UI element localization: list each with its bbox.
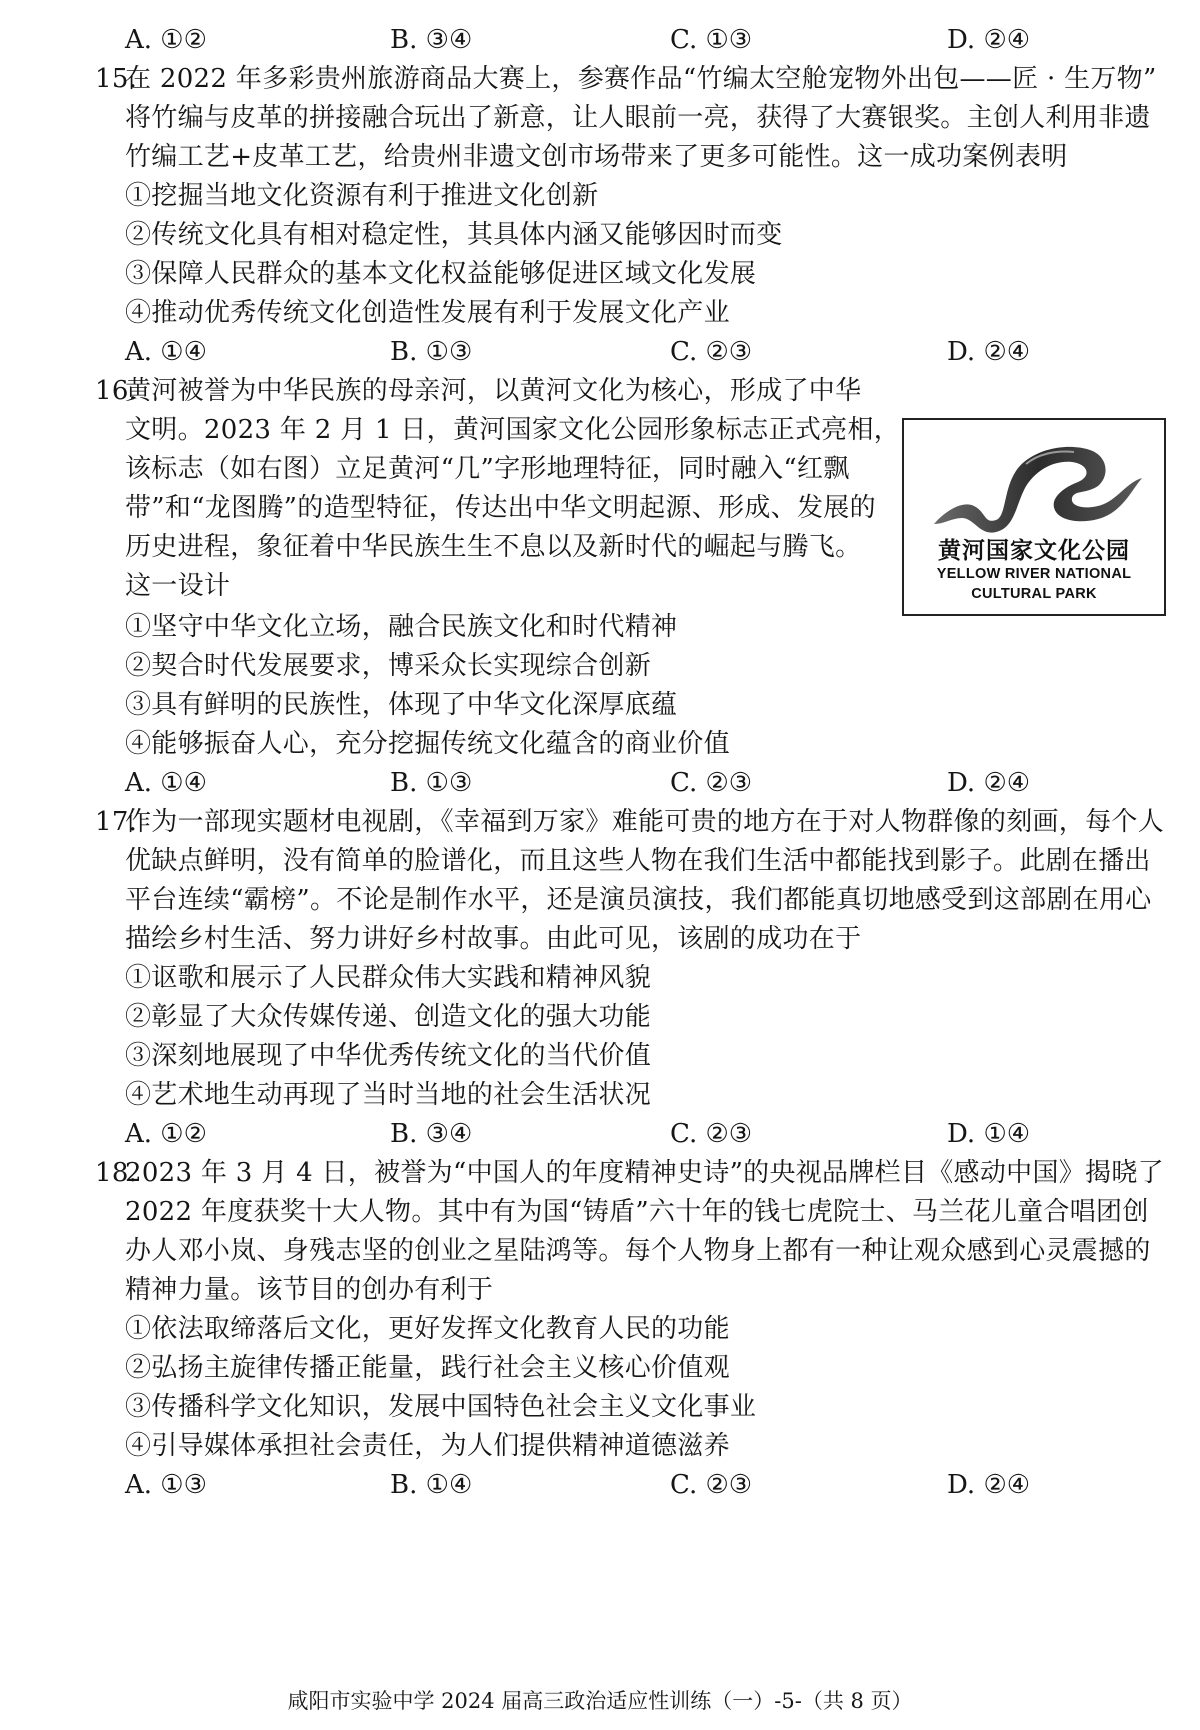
- option-c: C. ①③: [670, 25, 753, 55]
- statement-2: ②彰显了大众传媒传递、创造文化的强大功能: [125, 1002, 652, 1032]
- question-stem-line: 这一设计: [125, 571, 231, 601]
- question-number: 15.: [95, 64, 138, 94]
- statement-2: ②传统文化具有相对稳定性，其具体内涵又能够因时而变: [125, 220, 783, 250]
- question-number: 16.: [95, 376, 138, 406]
- answer-options: [125, 1467, 1125, 1503]
- statement-3: ③具有鲜明的民族性，体现了中华文化深厚底蕴: [125, 690, 678, 720]
- statement-4: ④引导媒体承担社会责任，为人们提供精神道德滋养: [125, 1431, 730, 1461]
- option-b: B. ①③: [390, 337, 473, 367]
- option-d: D. ②④: [947, 1470, 1031, 1500]
- logo-english-line-1: YELLOW RIVER NATIONAL: [936, 566, 1132, 582]
- question-stem-line: 带”和“龙图腾”的造型特征，传达出中华文明起源、形成、发展的: [125, 493, 876, 523]
- page-footer: 咸阳市实验中学 2024 届高三政治适应性训练（一）-5-（共 8 页）: [287, 1689, 913, 1713]
- option-c: C. ②③: [670, 768, 753, 798]
- statement-4: ④推动优秀传统文化创造性发展有利于发展文化产业: [125, 298, 730, 328]
- statement-1: ①挖掘当地文化资源有利于推进文化创新: [125, 181, 599, 211]
- question-number: 17.: [95, 807, 138, 837]
- statement-1: ①讴歌和展示了人民群众伟大实践和精神风貌: [125, 963, 652, 993]
- option-c: C. ②③: [670, 1470, 753, 1500]
- question-stem-line: 历史进程，象征着中华民族生生不息以及新时代的崛起与腾飞。: [125, 532, 862, 562]
- question-stem-line: 16.黄河被誉为中华民族的母亲河，以黄河文化为核心，形成了中华: [95, 373, 861, 409]
- prev-question-options: [125, 22, 1125, 58]
- question-stem-line: 优缺点鲜明，没有简单的脸谱化，而且这些人物在我们生活中都能找到影子。此剧在播出: [125, 846, 1151, 876]
- statement-4: ④艺术地生动再现了当时当地的社会生活状况: [125, 1080, 652, 1110]
- logo-chinese-title: 黄河国家文化公园: [938, 538, 1130, 564]
- question-stem-line: 17.作为一部现实题材电视剧，《幸福到万家》难能可贵的地方在于对人物群像的刻画，每个人: [95, 804, 1164, 840]
- option-b: B. ③④: [390, 1119, 473, 1149]
- question-stem-line: 18.2023 年 3 月 4 日，被誉为“中国人的年度精神史诗”的央视品牌栏目《感动中国》揭晓了: [95, 1155, 1164, 1191]
- logo-english-line-2: CULTURAL PARK: [971, 586, 1097, 602]
- option-d: D. ②④: [947, 25, 1031, 55]
- option-b: B. ①④: [390, 1470, 473, 1500]
- statement-3: ③深刻地展现了中华优秀传统文化的当代价值: [125, 1041, 652, 1071]
- statement-1: ①坚守中华文化立场，融合民族文化和时代精神: [125, 612, 678, 642]
- option-d: D. ②④: [947, 337, 1031, 367]
- yellow-river-park-logo: [902, 418, 1166, 616]
- statement-2: ②契合时代发展要求，博采众长实现综合创新: [125, 651, 652, 681]
- option-b: B. ①③: [390, 768, 473, 798]
- option-d: D. ②④: [947, 768, 1031, 798]
- option-a: A. ①②: [125, 1119, 207, 1149]
- question-stem-line: 2022 年度获奖十大人物。其中有为国“铸盾”六十年的钱七虎院士、马兰花儿童合唱团创: [125, 1197, 1149, 1227]
- answer-options: [125, 334, 1125, 370]
- option-a: A. ①④: [125, 768, 207, 798]
- option-a: A. ①③: [125, 1470, 207, 1500]
- question-number: 18.: [95, 1158, 138, 1188]
- statement-3: ③传播科学文化知识，发展中国特色社会主义文化事业: [125, 1392, 757, 1422]
- option-b: B. ③④: [390, 25, 473, 55]
- question-stem-line: 该标志（如右图）立足黄河“几”字形地理特征，同时融入“红飘: [125, 454, 850, 484]
- question-stem-line: 描绘乡村生活、努力讲好乡村故事。由此可见，该剧的成功在于: [125, 924, 862, 954]
- question-stem-line: 办人邓小岚、身残志坚的创业之星陆鸿等。每个人物身上都有一种让观众感到心灵震撼的: [125, 1236, 1151, 1266]
- option-c: C. ②③: [670, 1119, 753, 1149]
- question-stem-line: 平台连续“霸榜”。不论是制作水平，还是演员演技，我们都能真切地感受到这部剧在用心: [125, 885, 1152, 915]
- answer-options: [125, 1116, 1125, 1152]
- question-stem-line: 将竹编与皮革的拼接融合玩出了新意，让人眼前一亮，获得了大赛银奖。主创人利用非遗: [125, 103, 1151, 133]
- statement-1: ①依法取缔落后文化，更好发挥文化教育人民的功能: [125, 1314, 730, 1344]
- option-d: D. ①④: [947, 1119, 1031, 1149]
- option-c: C. ②③: [670, 337, 753, 367]
- statement-3: ③保障人民群众的基本文化权益能够促进区域文化发展: [125, 259, 757, 289]
- statement-2: ②弘扬主旋律传播正能量，践行社会主义核心价值观: [125, 1353, 730, 1383]
- question-stem-line: 精神力量。该节目的创办有利于: [125, 1275, 494, 1305]
- statement-4: ④能够振奋人心，充分挖掘传统文化蕴含的商业价值: [125, 729, 730, 759]
- option-a: A. ①④: [125, 337, 207, 367]
- option-a: A. ①②: [125, 25, 207, 55]
- question-stem-line: 文明。2023 年 2 月 1 日，黄河国家文化公园形象标志正式亮相，: [125, 415, 901, 445]
- answer-options: [125, 765, 1125, 801]
- question-stem-line: 15.在 2022 年多彩贵州旅游商品大赛上，参赛作品“竹编太空舱宠物外出包——匠 · 生万物”: [95, 61, 1157, 97]
- question-stem-line: 竹编工艺+皮革工艺，给贵州非遗文创市场带来了更多可能性。这一成功案例表明: [125, 142, 1068, 172]
